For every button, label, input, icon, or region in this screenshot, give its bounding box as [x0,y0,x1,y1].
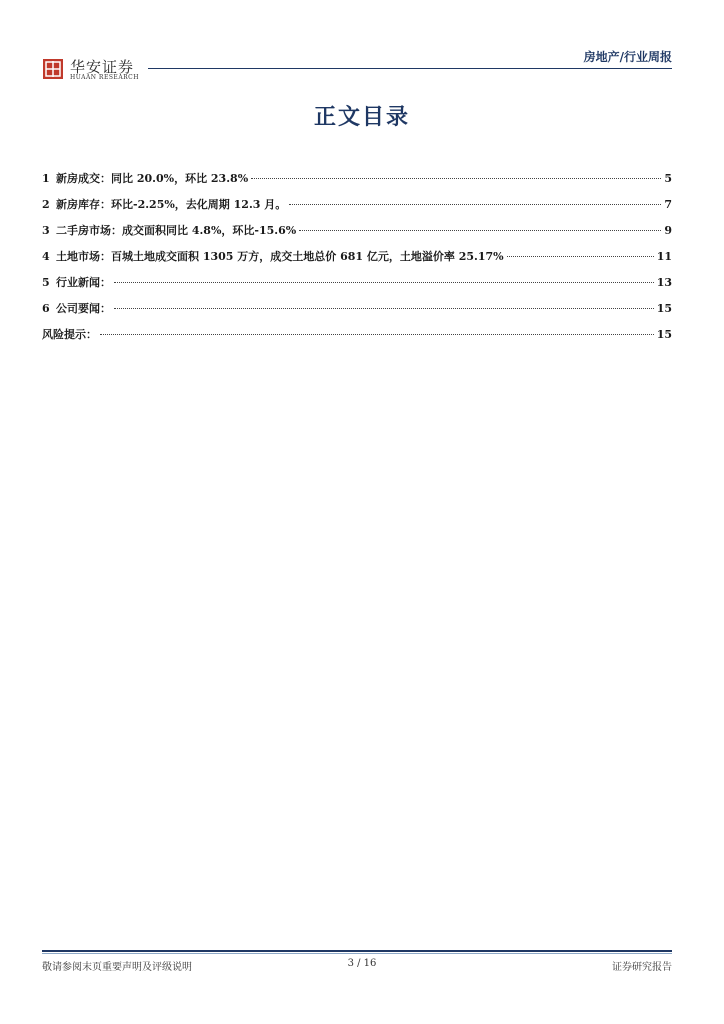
toc-item-number: 5 [42,276,50,289]
footer-divider-thin [42,953,672,954]
toc-item-number: 1 [42,172,50,185]
toc-item[interactable] [42,300,672,326]
toc-item-page: 7 [664,198,672,211]
toc-item-page: 5 [664,172,672,185]
page-indicator: 3 / 16 [347,958,377,969]
toc-item[interactable] [42,248,672,274]
footer-divider [42,950,672,952]
toc-item-number: 2 [42,198,50,211]
toc-item-page: 9 [664,224,672,237]
table-of-contents [42,170,672,352]
toc-item-title: 行业新闻： [56,276,111,289]
toc-item-title: 公司要闻： [56,302,111,315]
toc-item-page: 13 [656,276,672,289]
toc-item-title: 风险提示： [42,328,97,341]
toc-item-page: 15 [656,328,672,341]
toc-item[interactable] [42,170,672,196]
toc-item-number: 4 [42,250,50,263]
document-type: 证券研究报告 [612,962,672,973]
toc-item-number: 3 [42,224,50,237]
report-category: 房地产/行业周报 [583,50,672,64]
toc-leader-dots [100,334,654,335]
toc-item-number: 6 [42,302,50,315]
footer-disclaimer: 敬请参阅末页重要声明及评级说明 [42,962,192,973]
toc-leader-dots [114,282,654,283]
toc-item-page: 15 [656,302,672,315]
toc-item-title: 新房库存：环比-2.25%，去化周期 12.3 月。 [56,198,287,211]
toc-item[interactable] [42,326,672,352]
toc-leader-dots [251,178,661,179]
toc-item[interactable] [42,196,672,222]
toc-item[interactable] [42,274,672,300]
logo-chinese-name: 华安证券 [70,58,135,76]
toc-leader-dots [114,308,654,309]
toc-item-title: 土地市场：百城土地成交面积 1305 万方，成交土地总价 681 亿元，土地溢价率 25.17% [56,250,504,263]
page-title: 正文目录 [313,105,410,130]
toc-leader-dots [507,256,654,257]
toc-item-page: 11 [656,250,672,263]
logo-english-name: HUAAN RESEARCH [70,74,139,81]
header-divider [148,68,672,69]
huaan-logo-icon [42,58,64,80]
toc-leader-dots [289,204,661,205]
page-header [0,0,724,80]
toc-item-title: 二手房市场：成交面积同比 4.8%，环比-15.6% [56,224,297,237]
toc-item-title: 新房成交：同比 20.0%，环比 23.8% [56,172,249,185]
toc-item[interactable] [42,222,672,248]
toc-leader-dots [299,230,661,231]
